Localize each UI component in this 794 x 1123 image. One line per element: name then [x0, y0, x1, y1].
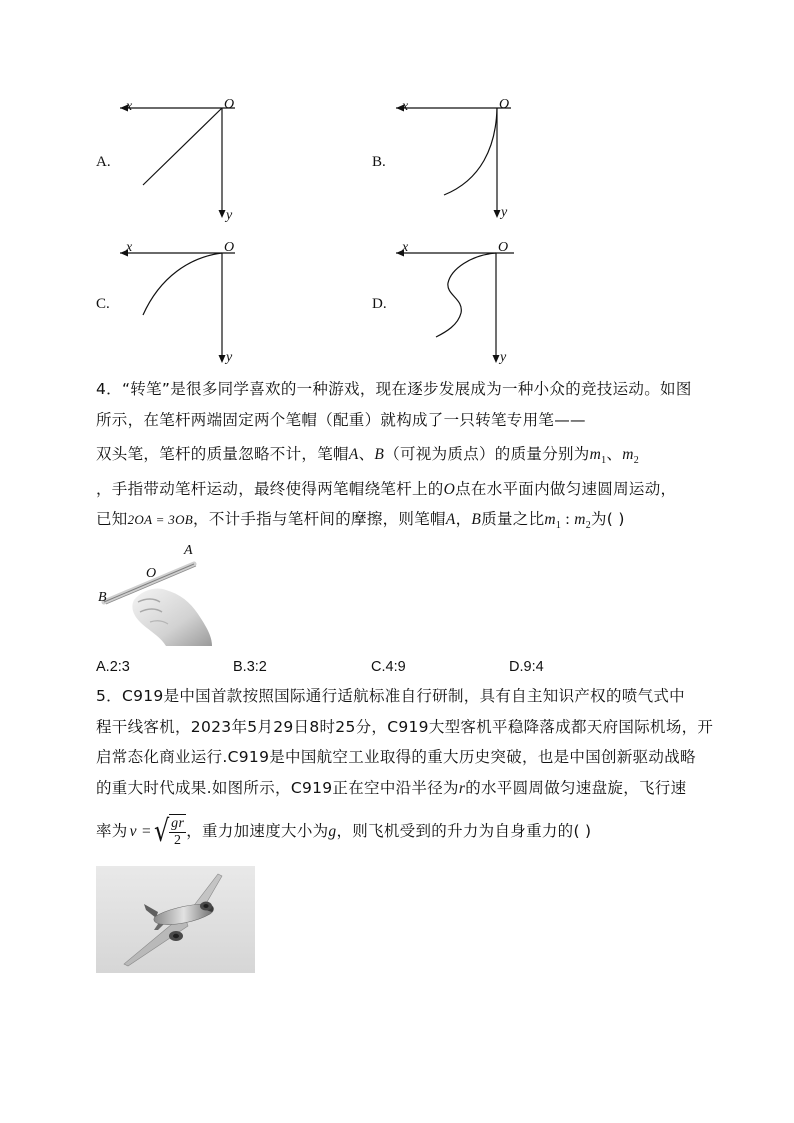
q4-line-5: 已知2OA = 3OB，不计手指与笔杆间的摩擦，则笔帽A，B质量之比$m_1$ : $m_2$为( ): [96, 510, 625, 532]
option-b-graph: [386, 92, 526, 224]
q5-line-4: 的重大时代成果.如图所示，C919正在空中沿半径为r的水平圆周做匀速盘旋，飞行速: [96, 779, 687, 797]
x-axis-label: x: [402, 240, 409, 255]
option-d-label: D.: [372, 296, 387, 312]
point-o-label: O: [146, 566, 157, 581]
option-d-graph: [386, 237, 526, 369]
q5-line-2: 程干线客机，2023年5月29日8时25分，C919大型客机平稳降落成都天府国际机场，开: [96, 718, 714, 736]
q4-line-3: 双头笔，笔杆的质量忽略不计，笔帽A、B（可视为质点）的质量分别为$m_1$、$m_2$: [96, 445, 640, 467]
y-axis-label: y: [501, 205, 508, 220]
q5-line-3: 启常态化商业运行.C919是中国航空工业取得的重大历史突破，也是中国创新驱动战略: [96, 748, 696, 766]
pen-hand-figure: [94, 540, 218, 648]
y-axis-label: y: [226, 350, 233, 365]
q4-line-4: ，手指带动笔杆运动，最终使得两笔帽绕笔杆上的O点在水平面内做匀速圆周运动，: [96, 480, 677, 498]
point-a-label: A: [184, 543, 193, 558]
origin-label: O: [498, 240, 509, 255]
y-axis-label: y: [500, 350, 507, 365]
choice-d[interactable]: D.9:4: [509, 659, 544, 675]
option-b-label: B.: [372, 154, 386, 170]
option-a-label: A.: [96, 154, 111, 170]
origin-label: O: [499, 97, 510, 112]
q4-line-2: 所示，在笔杆两端固定两个笔帽（配重）就构成了一只转笔专用笔——: [96, 411, 586, 429]
origin-label: O: [224, 97, 235, 112]
x-axis-label: x: [126, 99, 133, 114]
q5-line-1: 5．C919是中国首款按照国际通行适航标准自行研制，具有自主知识产权的喷气式中: [96, 687, 685, 705]
airplane-photo: [96, 866, 255, 973]
option-a-graph: [110, 92, 250, 224]
option-c-label: C.: [96, 296, 110, 312]
q4-line-1: 4．“转笔”是很多同学喜欢的一种游戏，现在逐步发展成为一种小众的竞技运动。如图: [96, 380, 692, 398]
x-axis-label: x: [402, 99, 409, 114]
y-axis-label: y: [226, 208, 233, 223]
option-c-graph: [110, 237, 250, 369]
q5-line-5: 率为 v = √ $\frac{gr}{2}$ ，重力加速度大小为g，则飞机受到的升力为自身重力的( ): [96, 813, 592, 849]
choice-a[interactable]: A.2:3: [96, 659, 130, 675]
point-b-label: B: [98, 590, 107, 605]
sqrt-expression: √ $\frac{gr}{2}$: [153, 813, 185, 849]
x-axis-label: x: [126, 240, 133, 255]
origin-label: O: [224, 240, 235, 255]
choice-b[interactable]: B.3:2: [233, 659, 267, 675]
choice-c[interactable]: C.4:9: [371, 659, 406, 675]
